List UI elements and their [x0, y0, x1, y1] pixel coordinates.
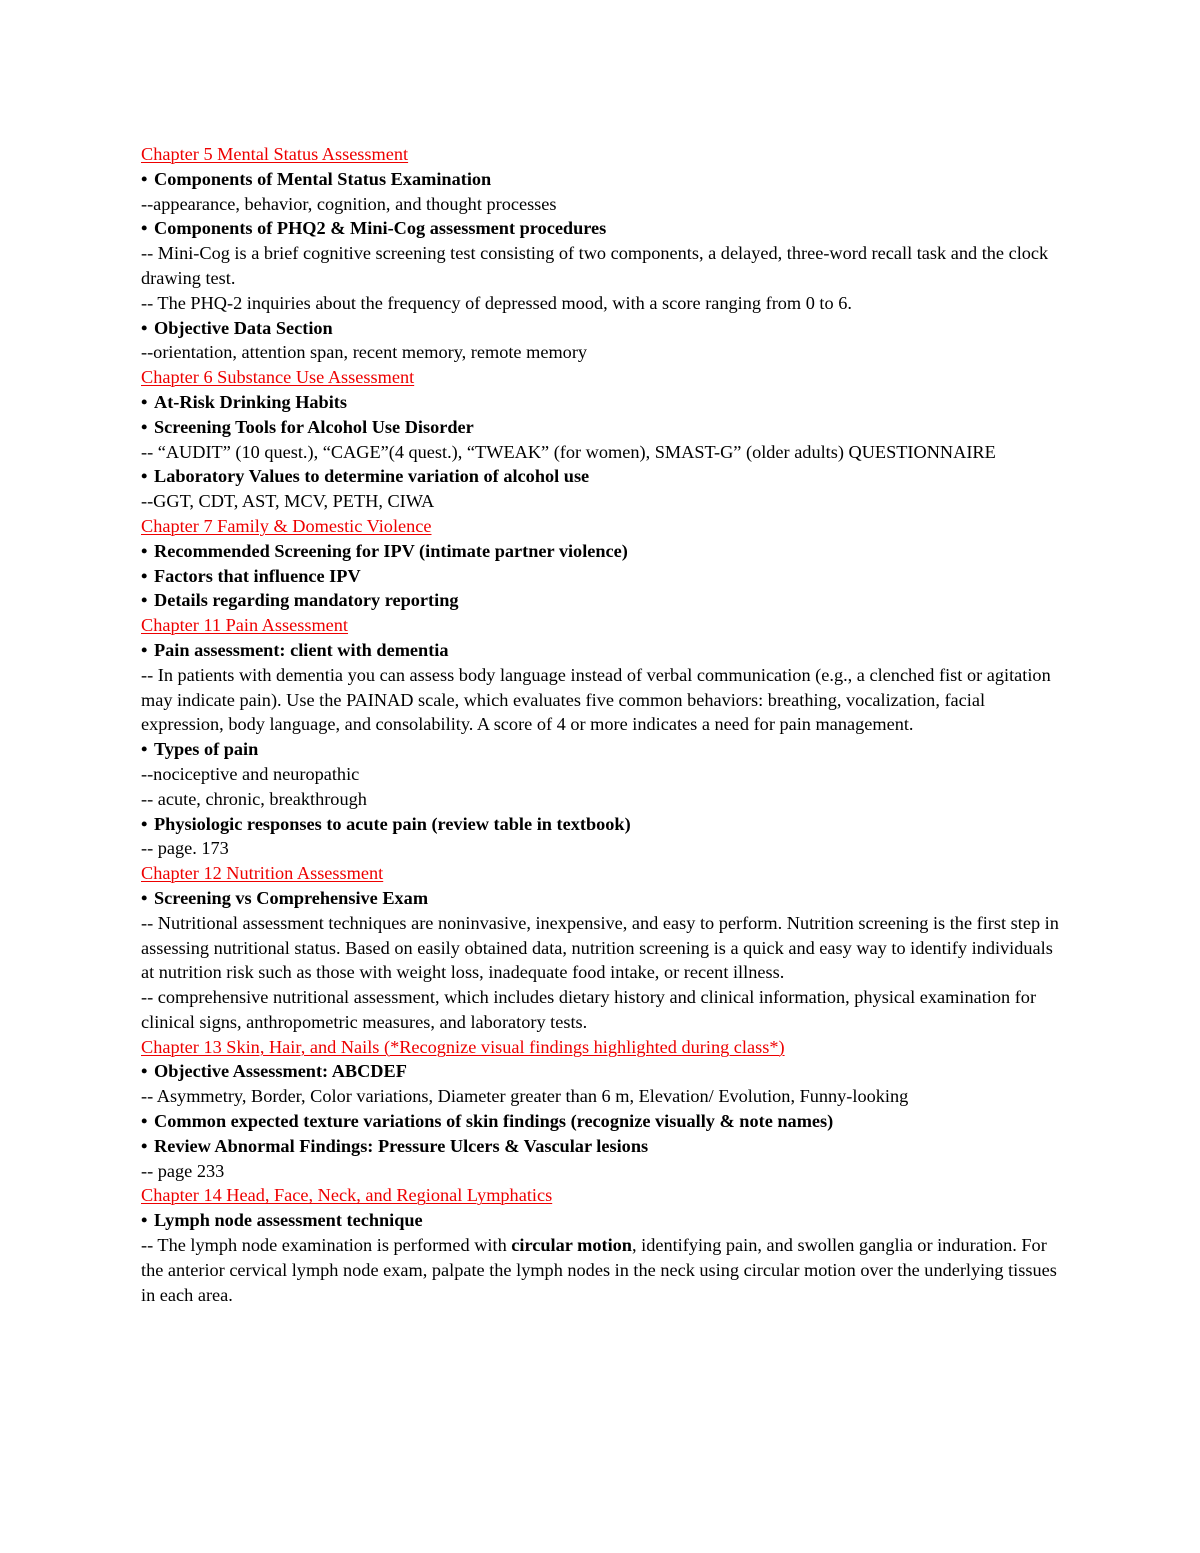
note-text-part: , identifying pain, and swollen ganglia or induration. For the anterior cervical lymph node exam, palpate the lymph nodes in the neck using circular motion over the underlying tissues in each area.: [141, 1235, 1057, 1305]
bullet-icon: •: [141, 739, 148, 760]
note-text: -- comprehensive nutritional assessment, which includes dietary history and clinical information, physical examination for clinical signs, anthropometric measures, and laboratory tests.: [141, 987, 1037, 1032]
bullet-item: [141, 316, 1061, 341]
document-page: [141, 142, 1061, 1307]
bullet-icon: •: [141, 1111, 148, 1132]
bullet-text: Physiologic responses to acute pain (review table in textbook): [154, 813, 631, 834]
note-text: -- In patients with dementia you can assess body language instead of verbal communication (e.g., a clenched fist or agitation may indicate pain). Use the PAINAD scale, which evaluates five common behaviors: breathing, vocalization, facial expression, body language, and consolability. A score of 4 or more indicates a need for pain management.: [141, 664, 1051, 735]
note-text: -- The PHQ-2 inquiries about the frequency of depressed mood, with a score ranging from 0 to 6.: [141, 292, 852, 313]
bullet-text: Common expected texture variations of skin findings (recognize visually & note names): [154, 1111, 834, 1132]
bullet-icon: •: [141, 317, 148, 338]
bullet-icon: •: [141, 391, 148, 412]
bullet-text: Factors that influence IPV: [154, 565, 361, 586]
bullet-icon: •: [141, 1210, 148, 1231]
bullet-icon: •: [141, 1135, 148, 1156]
chapter-heading: Chapter 5 Mental Status Assessment: [141, 144, 409, 164]
bullet-icon: •: [141, 565, 148, 586]
bullet-icon: •: [141, 590, 148, 611]
bullet-item: [141, 1208, 1061, 1233]
chapter-heading: Chapter 11 Pain Assessment: [141, 615, 349, 636]
bullet-text: Screening vs Comprehensive Exam: [154, 887, 429, 908]
note-text: -- page. 173: [141, 838, 229, 859]
bullet-text: Screening Tools for Alcohol Use Disorder: [154, 416, 474, 437]
note-text: -- page 233: [141, 1160, 225, 1181]
bullet-item: [141, 588, 1061, 613]
bullet-icon: •: [141, 813, 148, 834]
bullet-icon: •: [141, 887, 148, 908]
chapter-heading: Chapter 13 Skin, Hair, and Nails (*Recognize visual findings highlighted during class*): [141, 1036, 785, 1057]
bullet-text: Objective Assessment: ABCDEF: [154, 1061, 407, 1082]
bullet-item: [141, 539, 1061, 564]
bullet-text: At-Risk Drinking Habits: [154, 391, 348, 412]
bullet-icon: •: [141, 466, 148, 487]
bullet-item: [141, 1134, 1061, 1159]
bullet-text: Components of Mental Status Examination: [154, 168, 492, 189]
bullet-item: [141, 390, 1061, 415]
bullet-icon: •: [141, 639, 148, 660]
note-text: --appearance, behavior, cognition, and thought processes: [141, 193, 557, 214]
bullet-item: [141, 812, 1061, 837]
bullet-icon: •: [141, 218, 148, 239]
bullet-item: [141, 886, 1061, 911]
bullet-item: [141, 1109, 1061, 1134]
note-text: -- Asymmetry, Border, Color variations, Diameter greater than 6 m, Elevation/ Evolution, Funny-looking: [141, 1086, 909, 1107]
note-text: --nociceptive and neuropathic: [141, 763, 360, 784]
bullet-icon: •: [141, 1061, 148, 1082]
bullet-icon: •: [141, 540, 148, 561]
note-text-part: -- The lymph node examination is performed with: [141, 1235, 512, 1256]
chapter-heading: Chapter 7 Family & Domestic Violence: [141, 515, 432, 536]
chapter-heading: Chapter 12 Nutrition Assessment: [141, 863, 384, 884]
bullet-text: Objective Data Section: [154, 317, 333, 338]
bullet-item: [141, 464, 1061, 489]
chapter-heading: Chapter 14 Head, Face, Neck, and Regional Lymphatics: [141, 1185, 553, 1206]
bullet-text: Review Abnormal Findings: Pressure Ulcers & Vascular lesions: [154, 1135, 649, 1156]
bullet-item: [141, 1059, 1061, 1084]
bullet-text: Pain assessment: client with dementia: [154, 639, 449, 660]
note-text: --orientation, attention span, recent memory, remote memory: [141, 342, 588, 363]
bullet-icon: •: [141, 168, 148, 189]
bullet-item: [141, 564, 1061, 589]
bullet-item: [141, 216, 1061, 241]
note-text: [141, 1233, 1061, 1307]
note-text: --GGT, CDT, AST, MCV, PETH, CIWA: [141, 491, 435, 512]
note-text: -- Nutritional assessment techniques are noninvasive, inexpensive, and easy to perform. Nutrition screening is the first step in assessing nutritional status. Based on easily obtained data, nutrition screening is a quick and easy way to identify individuals at nutrition risk such as those with weight loss, inadequate food intake, or recent illness.: [141, 912, 1059, 983]
note-text: -- “AUDIT” (10 quest.), “CAGE”(4 quest.), “TWEAK” (for women), SMAST-G” (older adults) QUESTIONNAIRE: [141, 441, 996, 462]
chapter-heading: Chapter 6 Substance Use Assessment: [141, 367, 415, 388]
note-text: -- Mini-Cog is a brief cognitive screening test consisting of two components, a delayed, three-word recall task and the clock drawing test.: [141, 243, 1049, 288]
bullet-text: Details regarding mandatory reporting: [154, 590, 459, 611]
bullet-text: Laboratory Values to determine variation of alcohol use: [154, 466, 590, 487]
bullet-item: [141, 167, 1061, 192]
bullet-icon: •: [141, 416, 148, 437]
bullet-text: Components of PHQ2 & Mini-Cog assessment procedures: [154, 218, 607, 239]
bullet-text: Recommended Screening for IPV (intimate partner violence): [154, 540, 628, 561]
bullet-text: Types of pain: [154, 739, 259, 760]
bullet-item: [141, 737, 1061, 762]
bullet-item: [141, 415, 1061, 440]
bullet-text: Lymph node assessment technique: [154, 1210, 423, 1231]
note-text: -- acute, chronic, breakthrough: [141, 788, 367, 809]
bullet-item: [141, 638, 1061, 663]
emphasis-text: circular motion: [511, 1235, 632, 1256]
